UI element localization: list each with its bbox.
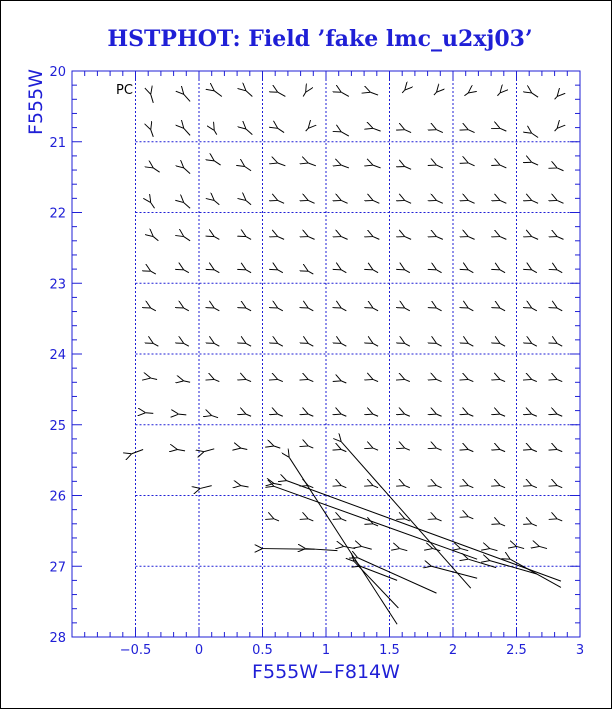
vector-arrow [532,237,538,240]
vector-arrow [532,379,537,381]
vector-arrow [245,167,251,171]
vector-arrow [402,90,405,93]
vector-arrow [246,343,251,346]
vector-arrow [436,414,441,416]
vector-arrow [405,167,411,170]
vector-arrow [555,128,558,131]
vector-arrow [532,414,537,416]
vector-arrow [241,448,247,449]
vector-arrow [532,133,538,137]
x-tick-label: 2 [448,643,458,658]
vector-arrow [434,92,437,95]
x-tick-label: 1 [321,643,331,658]
vector-arrow [278,92,286,96]
y-tick-label: 22 [49,206,66,222]
vector-arrow [500,343,505,346]
vector-arrow [308,237,314,240]
vector-arrow [405,130,411,133]
vector-arrow [532,93,538,97]
vector-arrow [468,486,473,488]
vector-arrow [308,519,313,521]
vector-arrow [184,237,190,241]
vector-arrow [278,128,284,132]
vector-arrow [204,449,214,452]
vector-arrow [341,237,347,240]
vector-arrow [153,237,158,241]
vector-arrow [306,128,309,131]
vector-arrow [373,270,378,273]
vector-arrow [373,524,378,526]
vector-arrow [500,450,505,452]
vector-arrow [436,270,441,273]
vector-arrow [557,308,562,311]
y-tick-label: 23 [49,277,66,293]
vector-arrow [500,414,505,416]
vector-arrow [341,270,346,273]
vector-arrow [373,486,378,488]
vector-arrow [212,416,218,418]
vector-arrow [436,343,441,346]
x-tick-label: 1.5 [379,643,400,658]
vector-arrow [405,308,410,311]
vector-arrow [400,549,408,551]
vector-arrow [557,343,562,346]
vector-arrow [468,343,473,346]
vector-arrow [500,128,506,131]
y-tick-label: 27 [49,560,66,576]
vector-arrow [246,414,251,416]
vector-arrow [179,414,187,415]
vector-arrow [184,168,190,174]
vector-arrow [373,414,378,416]
vector-arrow [464,93,468,96]
vector-arrow [278,163,286,166]
vector-arrow [341,92,349,96]
vector-arrow [151,378,157,379]
vector-arrow [341,414,346,416]
vector-arrow [278,308,283,311]
vector-arrow [146,413,154,414]
vector-arrow [246,91,252,97]
y-tick-label: 21 [49,135,66,151]
vector-arrow [468,237,474,240]
y-tick-label: 24 [49,348,66,363]
vector-arrow [274,486,477,559]
vector-arrow [308,379,313,381]
vector-arrow [436,200,442,203]
vector-arrow [274,483,282,484]
vector-arrow [246,237,251,240]
vector-arrow [557,519,562,521]
y-tick-label: 25 [49,418,66,434]
vector-arrow [436,308,441,311]
x-tick-label: −0.5 [119,643,152,658]
tick-labels [49,65,584,658]
vector-arrow [278,414,283,416]
vector-arrow [532,486,537,488]
vector-arrow [468,163,474,166]
vector-arrow [555,96,558,99]
vector-arrow [500,379,505,381]
vector-arrow [557,486,562,488]
vector-arrow [289,457,397,624]
vector-arrow [153,168,159,172]
vector-arrow [532,270,537,273]
vector-arrow [500,200,506,203]
vector-arrow [557,270,562,273]
vector-arrow [500,237,506,240]
y-axis-label: F555W [25,69,47,135]
x-axis-label: F555W−F814W [252,661,400,683]
vector-arrow [274,446,280,448]
vector-arrow [405,343,410,346]
vector-arrow [532,308,537,311]
vector-arrow [373,343,378,346]
vector-arrow [532,162,538,165]
vector-arrow [500,308,505,311]
vector-arrow [278,379,283,381]
vector-arrow [184,270,189,273]
vector-arrow [341,308,346,311]
vector-field [132,90,564,624]
vector-arrow [151,271,156,274]
vector-arrow [468,450,473,452]
vector-arrow [373,165,381,168]
vector-arrow [436,130,442,133]
vector-arrow [151,130,154,137]
vector-arrow [373,200,379,203]
vector-arrow [405,200,411,203]
vector-arrow [274,519,279,521]
vector-arrow [341,343,346,346]
vector-arrow [200,486,211,489]
vector-arrow [214,91,222,97]
vector-arrow [405,448,410,450]
vector-arrow [341,519,346,521]
vector-arrow [308,163,316,166]
vector-arrow [214,161,220,165]
vector-arrow [436,237,442,240]
vector-arrow [184,128,190,135]
vector-arrow [436,379,441,381]
vector-arrow [370,92,378,95]
vector-arrow [557,379,562,381]
vector-arrow [246,308,251,311]
vector-arrow [431,566,477,578]
vector-arrow [468,517,473,519]
vector-arrow [214,308,219,311]
vector-arrow [436,165,442,168]
vector-arrow [177,450,185,451]
vector-arrow [362,546,372,549]
vector-arrow [557,200,563,203]
vector-arrow [184,94,190,101]
vector-arrow [468,308,473,311]
vector-arrow [184,203,190,209]
vector-arrow [132,450,143,454]
vector-arrow [557,414,562,416]
x-tick-label: 0.5 [252,643,273,658]
vector-arrow [500,524,505,526]
vector-arrow [373,237,379,240]
vector-arrow [532,524,537,526]
panel-label: PC [116,83,133,98]
vector-arrow [557,168,563,171]
vector-arrow [468,414,473,416]
vector-arrow [308,271,313,274]
y-tick-label: 26 [49,489,66,505]
vector-arrow [500,165,506,168]
x-tick-label: 3 [575,643,585,658]
vector-arrow [341,132,349,136]
vector-arrow [539,546,547,548]
vector-arrow [214,200,219,204]
vector-arrow [468,270,473,273]
vector-arrow [246,200,251,204]
vector-arrow [373,308,378,311]
vector-arrow [278,200,284,203]
vector-arrow [151,203,155,209]
vector-arrow [214,237,219,240]
vector-arrow [405,519,410,521]
y-tick-label: 20 [49,65,66,80]
vector-arrow [436,486,441,488]
chart-title: HSTPHOT: Field ’fake lmc_u2xj03’ [107,26,533,52]
vector-arrow [557,450,562,452]
grid [136,71,581,637]
vector-arrow [405,237,411,240]
vector-arrow [308,414,313,416]
vector-arrow [214,130,217,134]
vector-arrow [373,448,378,450]
vector-arrow [354,561,398,608]
x-tick-label: 2.5 [506,643,527,658]
vector-arrow [532,343,537,346]
vector-arrow [557,237,563,240]
vector-arrow [151,308,156,311]
x-tick-label: 0 [194,643,204,658]
vector-arrow [497,93,500,96]
vector-arrow [153,343,158,346]
vector-arrow [490,549,498,551]
vector-arrow [532,450,537,452]
vector-arrow [214,270,219,273]
vector-arrow [341,381,346,383]
vector-arrow [468,200,474,203]
vector-arrow [241,486,249,487]
vector-arrow [303,92,306,96]
vector-arrow [308,308,313,311]
vector-arrow [405,270,410,273]
vector-arrow [151,94,154,102]
vector-arrow [246,270,251,273]
vector-arrow [308,200,314,203]
vector-arrow [214,379,219,381]
vector-arrow [246,379,251,381]
vector-arrow [405,486,410,488]
vector-arrow [246,129,252,135]
vector-arrow [278,270,283,273]
vector-arrow [461,549,469,551]
vector-arrow [373,379,378,381]
vector-arrow [510,559,561,587]
vector-arrow [405,414,410,416]
vector-arrow [214,343,219,346]
vector-arrow [405,379,410,381]
y-tick-label: 28 [49,631,66,646]
vector-arrow [436,448,441,450]
vector-arrow [341,450,346,452]
vector-arrow [184,381,190,382]
vector-arrow [373,128,381,131]
vector-arrow [184,308,189,311]
vector-arrow [341,486,346,488]
vector-arrow [358,558,437,593]
vector-arrow [344,546,355,548]
vector-arrow [490,561,537,574]
vector-arrow [500,486,505,488]
vector-arrow [278,343,283,346]
vector-arrow [500,270,505,273]
vector-arrow [532,200,538,203]
vector-arrow [468,130,474,133]
vector-arrow [341,200,347,203]
vector-arrow [517,546,525,548]
vector-arrow [468,379,473,381]
vector-arrow [278,237,284,240]
vector-arrow [184,343,189,346]
vector-arrow [341,165,349,168]
vector-arrow [308,446,313,448]
vector-arrow [308,343,313,346]
vector-arrow [436,519,441,521]
